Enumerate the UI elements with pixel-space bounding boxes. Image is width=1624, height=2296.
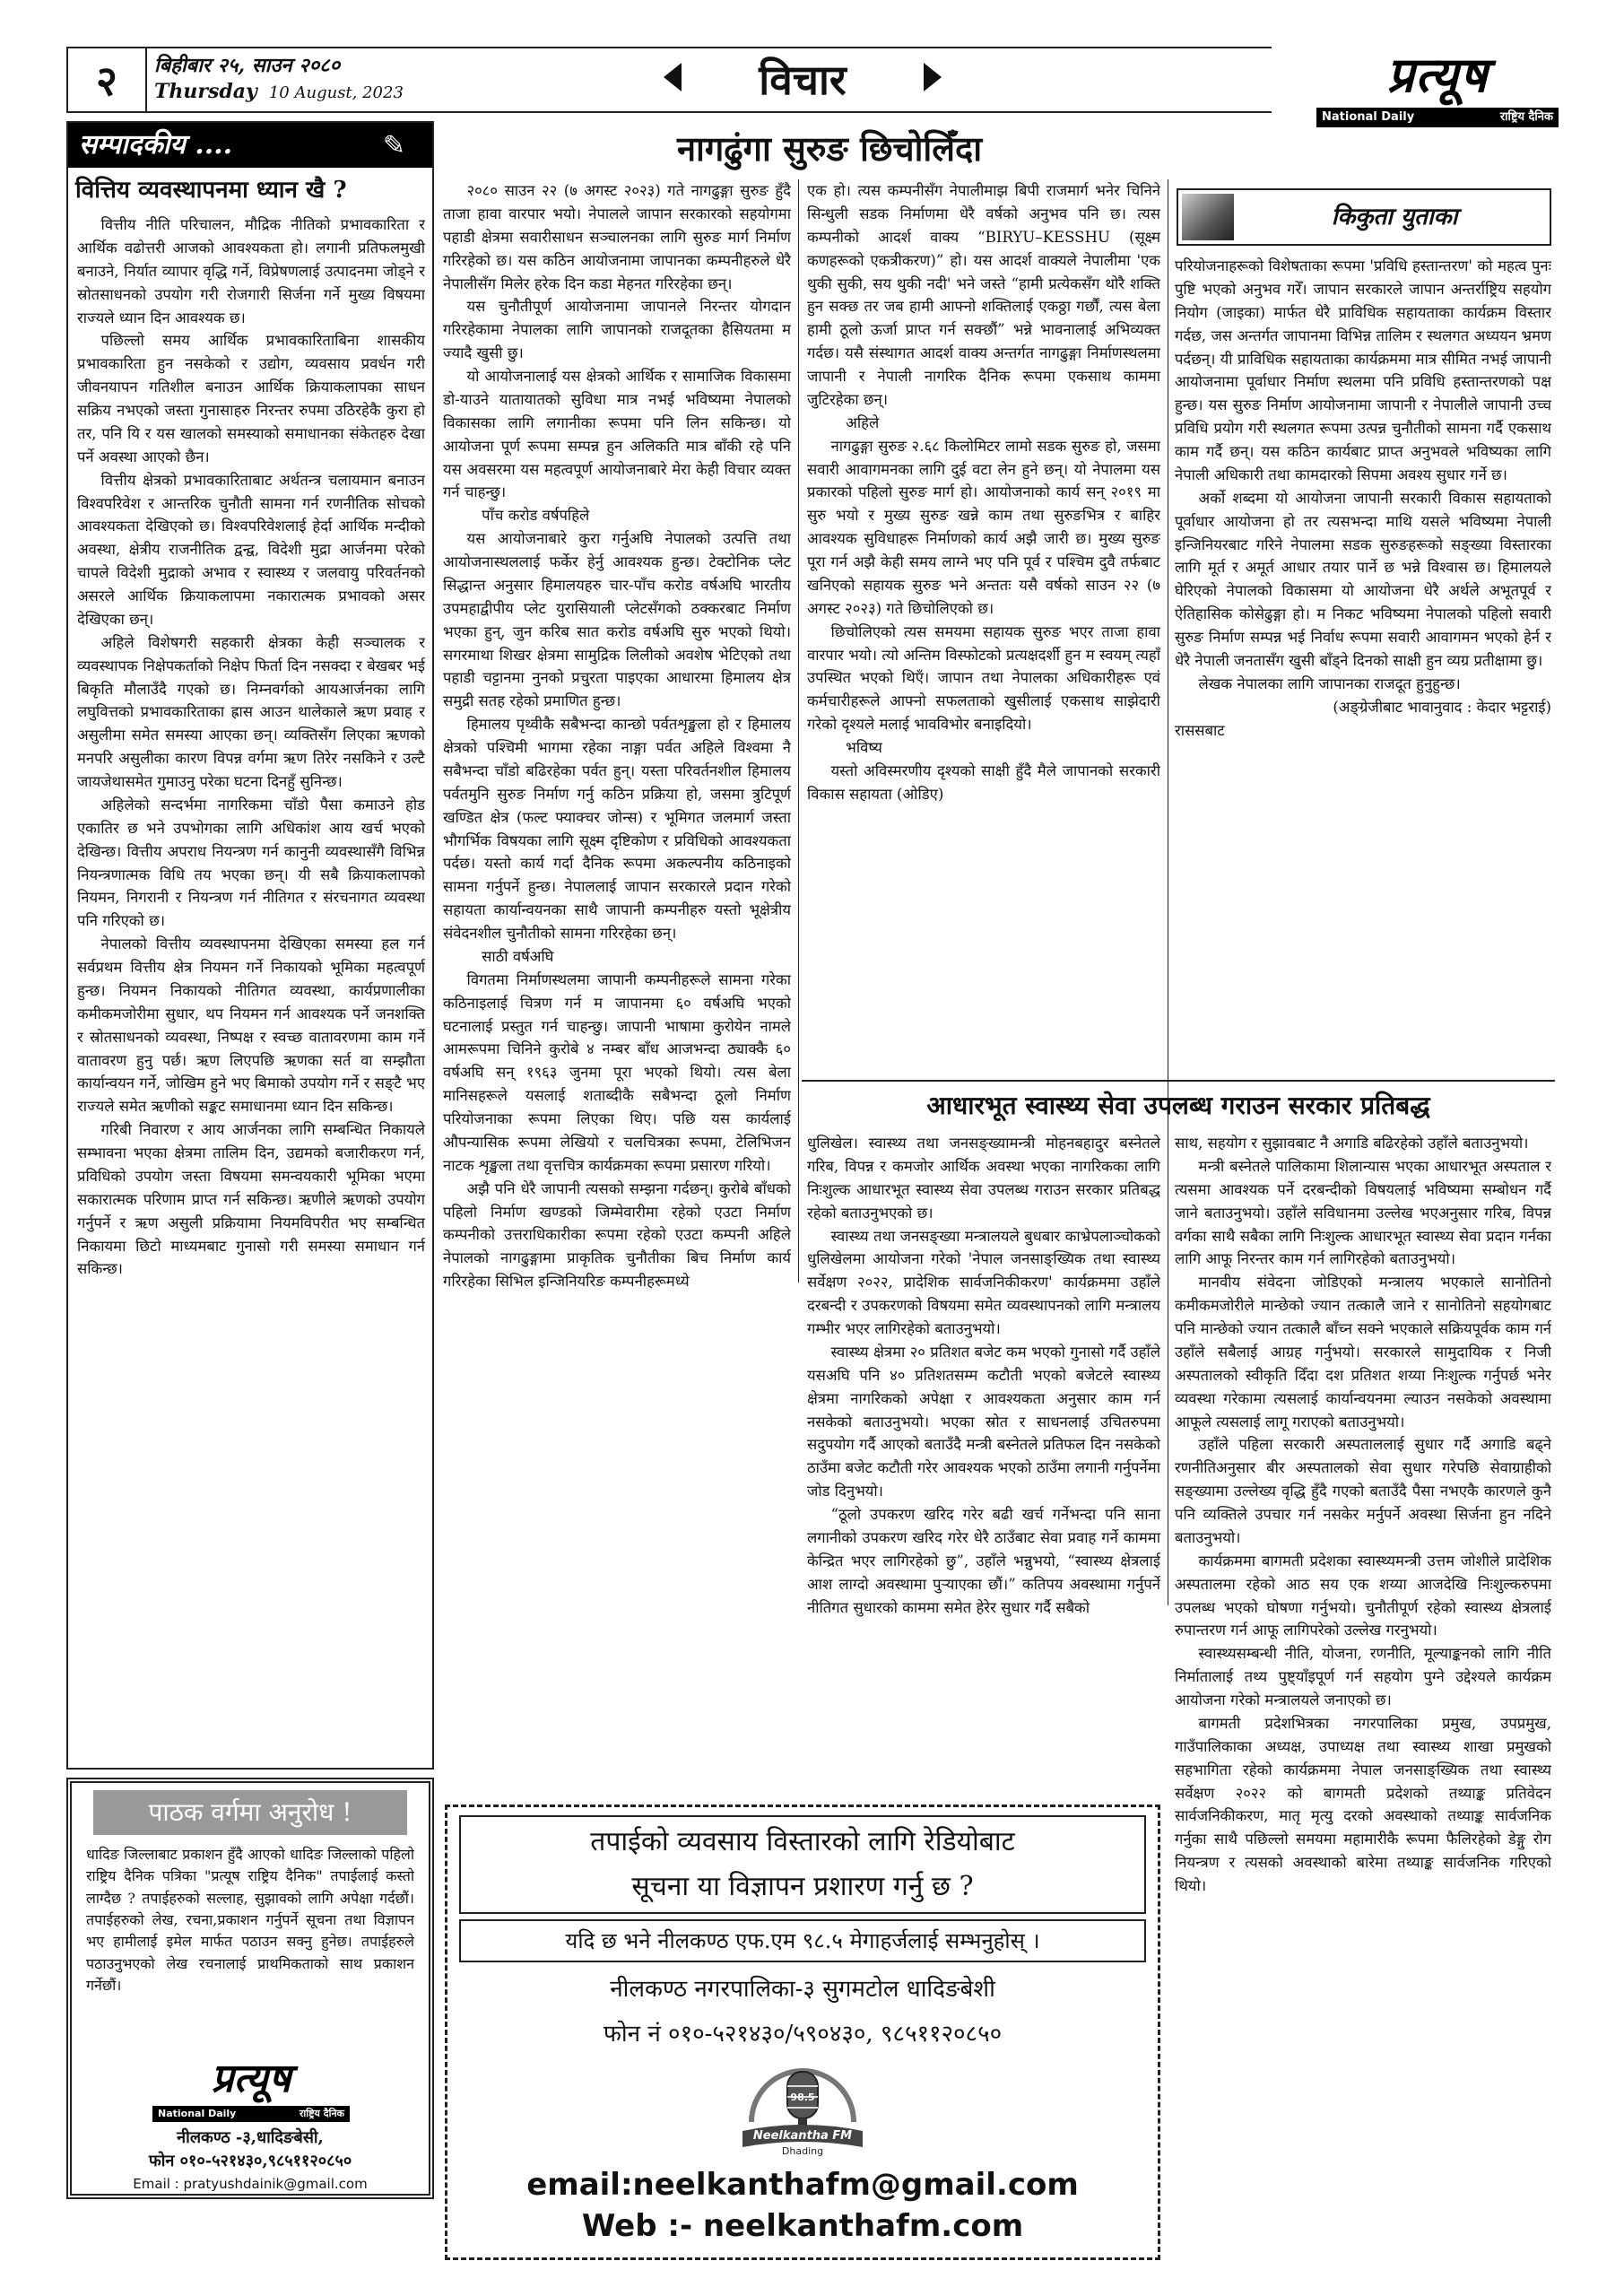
article1-paragraph: २०८० साउन २२ (७ अगस्ट २०२३) गते नागढुङ्गा सुरुङ हुँदै ताजा हावा वारपार भयो। नेपालले जापान सरकारको सहयोगमा पहाडी क्षेत्रमा सवारीसाधन सञ्चालनका लागि सुरुङ मार्ग निर्माण गरिरहेको छ। यस कठिन आयोजनामा जापानका कम्पनीहरुले धेरै नेपालीसँग मिलेर हरेक दिन कडा मेहनत गरिरहेका छन्। bbox=[443, 182, 791, 292]
logo-place: Dhading bbox=[781, 2145, 824, 2157]
arrow-left-icon bbox=[664, 63, 682, 91]
editorial-title: वित्तिय व्यवस्थापनमा ध्यान खै ? bbox=[75, 177, 347, 204]
editorial-paragraph: पछिल्लो समय आर्थिक प्रभावकारिताबिना शासकीय प्रभावकारिता हुन नसकेको र उद्योग, व्यवसाय प्रवर्धन गरी जीवनयापन गतिशील बनाउन आर्थिक क्रियाकलापका साधन सक्रिय नभएको जस्ता गुनासाहरु निरन्तर रुपमा उठिरहेकै कुरा हो तर, पनि यि र यस खालको समस्याको समाधानका संकेतहरु देखा पर्ने अवस्था आएको छैन। bbox=[77, 332, 425, 465]
article1-column-1 bbox=[443, 179, 791, 1803]
article1-subheading: भविष्य bbox=[846, 739, 882, 756]
author-name: किकुता युताका bbox=[1331, 204, 1458, 230]
reader-logo bbox=[152, 2054, 350, 2122]
article1-paragraph: अर्को शब्दमा यो आयोजना जापानी सरकारी विकास सहायताको पूर्वाधार आयोजना हो तर त्यसभन्दा माथि यसले भविष्यमा नेपाली इन्जिनियरबाट गरिने नेपालमा सडक सुरुङहरूको सङ्ख्या विस्तारका लागि मूर्त र अमूर्त आधार तयार पार्ने छ भन्ने विश्वास छ। हिमालयले घेरिएको नेपालको विकासमा यो आयोजना धेरै अर्थले अभूतपूर्व र ऐतिहासिक कोसेढुङ्गा हो। म निकट भविष्यमा नेपालको पहिलो सवारी सुरुङ निर्माण सम्पन्न भई निर्वाध रूपमा सवारी आवागमन भएको हेर्न र धेरै नेपाली जनतासँग खुसी बाँड्ने दिनको साक्षी हुन व्यग्र प्रतीक्षामा छु। bbox=[1175, 489, 1551, 669]
section-title: विचार bbox=[759, 56, 847, 104]
article1-column-3 bbox=[1175, 255, 1551, 1080]
article1-subheading: अहिले bbox=[846, 413, 880, 431]
logo-nepali: राष्ट्रिय दैनिक bbox=[1499, 110, 1553, 124]
article1-paragraph: छिचोलिएको त्यस समयमा सहायक सुरुङ भएर ताजा हावा वारपार भयो। त्यो अन्तिम विस्फोटको प्रत्यक्षदर्शी हुन म स्वयम् त्यहाँ उपस्थित भएको थिएँ। जापान तथा नेपालका अधिकारीहरू एवं कर्मचारीहरूले आफ्नो सफलताको खुसीलाई एकसाथ साझेदारी गरेको दृश्यले मलाई भावविभोर बनाइदियो। bbox=[807, 622, 1160, 734]
date-day: Thursday bbox=[154, 80, 257, 103]
article2-paragraph: मानवीय संवेदना जोडिएको मन्त्रालय भएकाले सानोतिनो कमीकमजोरीले मान्छेको ज्यान तत्कालै जाने र सानोतिनो सहयोगबाट पनि मान्छेको ज्यान तत्कालै बाँच्न सक्ने भएकाले सक्रियपूर्वक काम गर्न उहाँले सबैलाई आग्रह गर्नुभयो। सरकारले सामुदायिक र निजी अस्पतालको स्वीकृति दिँदा दश प्रतिशत शय्या निःशुल्क गर्नुपर्छ भनेर व्यवस्था गरेकामा त्यसलाई कार्यान्वयनमा ल्याउन नसकेको अवस्थामा आफूले त्यसलाई लागू गराएको बताउनुभयो। bbox=[1175, 1274, 1551, 1431]
translator-credit: (अङ्ग्रेजीबाट भावानुवाद : केदार भट्टराई) bbox=[1333, 698, 1551, 716]
article2-paragraph: धुलिखेल। स्वास्थ्य तथा जनसङ्ख्यामन्त्री मोहनबहादुर बस्नेतले गरिब, विपन्न र कमजोर आर्थिक अवस्था भएका नागरिकका लागि निःशुल्क आधारभूत स्वास्थ्य सेवा उपलब्ध गराउन सरकार प्रतिबद्ध रहेको बताउनुभएको छ। bbox=[807, 1135, 1160, 1222]
article2-paragraph: साथ, सहयोग र सुझावबाट नै अगाडि बढिरहेको उहाँले बताउनुभयो। bbox=[1175, 1135, 1529, 1152]
article1-paragraph: नागढुङ्गा सुरुङ २.६८ किलोमिटर लामो सडक सुरुङ हो, जसमा सवारी आवागमनका लागि दुई वटा लेन हुने छन्। यो नेपालमा यस प्रकारको पहिलो सुरुङ मार्ग हो। आयोजनाको कार्य सन् २०१९ मा सुरु भयो र मुख्य सुरुङ खन्ने काम तथा सुरुङभित्र र बाहिर आवश्यक सुविधाहरू निर्माणको कार्य अझै जारी छ। मुख्य सुरुङ पूरा गर्न अझै केही समय लाग्ने भए पनि पूर्व र पश्चिम दुवै तर्फबाट खनिएको सहायक सुरुङ भने अन्ततः यसै वर्षको साउन २२ (७ अगस्ट २०२३) गते छिचोलिएको छ। bbox=[807, 437, 1160, 617]
article2-paragraph: स्वास्थ्यसम्बन्धी नीति, योजना, रणनीति, मूल्याङ्कनको लागि नीति निर्मातालाई तथ्य पुष्ट्याँइपूर्ण गर्न सहयोग पुग्ने उद्देश्यले कार्यक्रम आयोजना गरेको मन्त्रालयले जनाएको छ। bbox=[1175, 1645, 1551, 1709]
logo-title: प्रत्यूष bbox=[1386, 46, 1489, 103]
article2-paragraph: स्वास्थ्य तथा जनसङ्ख्या मन्त्रालयले बुधबार काभ्रेपलाञ्चोकको धुलिखेलमा आयोजना गरेको 'नेपाल जनसाङ्ख्यिक तथा स्वास्थ्य सर्वेक्षण २०२२, प्रादेशिक सार्वजनिकीकरण' कार्यक्रममा उहाँले दरबन्दी र उपकरणको विषयमा समेत व्यवस्थापनको लागि मन्त्रालय गम्भीर भएर लागिरहेको बताउनुभयो। bbox=[807, 1227, 1160, 1337]
advert-line-2: सूचना या विज्ञापन प्रशारण गर्नु छ ? bbox=[631, 1871, 974, 1902]
article2-column-2 bbox=[1175, 1132, 1551, 2253]
article1-subheading: साठी वर्षअघि bbox=[482, 947, 554, 965]
article2-headline: आधारभूत स्वास्थ्य सेवा उपलब्ध गराउन सरकार प्रतिबद्ध bbox=[926, 1091, 1430, 1120]
article2-paragraph: “ठूलो उपकरण खरिद गरेर बढी खर्च गर्नेभन्दा पनि साना लगानीको उपकरण खरिद गरेर धेरै ठाउँबाट सेवा प्रवाह गर्ने काममा केन्द्रित भएर लागिरहेको छु”, उहाँले भन्नुभयो, “स्वास्थ्य क्षेत्रलाई आश लाग्दो अवस्थामा पुऱ्याएका छौं।” कतिपय अवस्थामा गर्नुपर्ने नीतिगत सुधारको काममा समेत हेरेर सुधार गर्दै सबैको bbox=[807, 1506, 1160, 1616]
article1-headline: नागढुंगा सुरुङ छिचोलिँदा bbox=[676, 129, 983, 169]
article1-paragraph: अझै पनि धेरै जापानी त्यसको सम्झना गर्दछन्। कुरोबे बाँधको पहिलो निर्माण खण्डको जिम्मेवारीमा रहेको एउटा निर्माण कम्पनीको उत्तराधिकारीका रूपमा रहेको एउटा कम्पनी अहिले नेपालको नागढुङ्गामा प्राकृतिक चुनौतीका बिच निर्माण कार्य गरिरहेका सिभिल इन्जिनियरिङ कम्पनीहरूमध्ये bbox=[443, 1179, 791, 1291]
editorial-paragraph: वित्तीय नीति परिचालन, मौद्रिक नीतिको प्रभावकारिता र आर्थिक वढोत्तरी आजको आवश्यकता हो। लगानी प्रतिफलमुखी बनाउने, निर्यात व्यापार वृद्धि गर्ने, विप्रेषणलाई उत्पादनमा जोड्ने र स्रोतसाधनको उपयोग गरी रोजगारी सिर्जना गर्ने मुख्य विषयमा राज्यले ध्यान दिन आवश्यक छ। bbox=[77, 216, 425, 326]
reader-phone: फोन ०१०-५२१४३०,९८५११२०८५० bbox=[148, 2152, 352, 2170]
radio-station-logo bbox=[735, 2059, 870, 2160]
editorial-paragraph: वित्तीय क्षेत्रको प्रभावकारिताबाट अर्थतन्त्र चलायमान बनाउन विश्वपरिवेश र आन्तरिक चुनौती सामना गर्न रणनीतिक सोचको आवश्यकता देखिएको छ। विश्वपरिवेशलाई हेर्दा आर्थिक मन्दीको अवस्था, क्षेत्रीय राजनीतिक द्वन्द्व, विदेशी मुद्रा आर्जनमा परेको चापले विदेशी मुद्राको अभाव र स्वास्थ्य र जलवायु परिवर्तनको असरले आर्थिक क्रियाकलापमा नकारात्मक प्रभावको असर देखिएका छन्। bbox=[77, 471, 425, 628]
article2-paragraph: बागमती प्रदेशभित्रका नगरपालिका प्रमुख, उपप्रमुख, गाउँपालिकाका अध्यक्ष, उपाध्यक्ष तथा स्वास्थ्य शाखा प्रमुखको सहभागिता रहेको कार्यक्रममा नेपाल जनसाङ्ख्यिक तथा स्वास्थ्य सर्वेक्षण २०२२ को बागमती प्रदेशको तथ्याङ्क प्रतिवेदन सार्वजनिकीकरण, मातृ मृत्यु दरको अवस्थाको तथ्याङ्क सार्वजनिक गर्नुका साथै पछिल्लो समयमा महामारीकै रूपमा फैलिरहेको डेङ्गु रोग नियन्त्रण र त्यसको अवस्थाको बारेमा तथ्याङ्क सार्वजनिक गरिएको थियो। bbox=[1175, 1714, 1551, 1894]
date-block bbox=[147, 47, 430, 113]
article1-paragraph: परियोजनाहरूको विशेषताका रूपमा 'प्रविधि हस्तान्तरण' को महत्व पुनः पुष्टि भएको अनुभव गरेँ। जापान सरकारले जापान अन्तर्राष्ट्रिय सहयोग नियोग (जाइका) मार्फत धेरै प्राविधिक सहायताका कार्यक्रम विस्तार गर्दछ, जस अन्तर्गत जापानमा विभिन्न तालिम र स्थलगत अध्ययन भ्रमण पर्दछन्। यी प्राविधिक सहायताका कार्यक्रममा मात्र सीमित नभई जापानी आयोजनामा पूर्वाधार निर्माण स्थलमा पनि प्रविधि हस्तान्तरणको पक्ष हुन्छ। यस सुरुङ निर्माण आयोजनामा जापानी र नेपालीले जापानी उच्च प्रविधि प्रयोग गरी स्थलगत रूपमा उत्पन्न चुनौतीको सामना गर्दै एकसाथ काम गर्दै छन्। यस कठिन कार्यबाट प्राप्त अनुभवले भविष्यका लागि नेपाली अधिकारी तथा कामदारको सिपमा अवश्य सुधार गर्ने छ। bbox=[1175, 257, 1551, 483]
advert-email: email:neelkanthafm@gmail.com bbox=[526, 2167, 1079, 2203]
author-photo bbox=[1182, 194, 1234, 240]
editorial-paragraph: अहिलेको सन्दर्भमा नागरिकमा चाँडो पैसा कमाउने होड एकातिर छ भने उपभोगका लागि अधिकांश आय खर्च भएको देखिन्छ। वित्तीय अपराध नियन्त्रण गर्न कानुनी व्यवस्थासँगै विभिन्न नियन्त्रणात्मक विधि तय भएका छन्। यी सबै क्रियाकलापको नियमन, निगरानी र नियन्त्रण गर्न नीतिगत र संरचनागत व्यवस्था पनि गरिएको छ। bbox=[77, 796, 425, 930]
pen-icon: ✎ bbox=[382, 130, 405, 161]
editorial-paragraph: नेपालको वित्तीय व्यवस्थापनमा देखिएका समस्या हल गर्न सर्वप्रथम वित्तीय क्षेत्र नियमन गर्ने निकायको भूमिका महत्वपूर्ण हुन्छ। नियमन निकायको नीतिगत व्यवस्था, कार्यप्रणालीका कमीकमजोरीमा सुधार, थप नियमन गर्न आवश्यक पर्ने जनशक्ति र स्रोतसाधनको व्यवस्था, निष्पक्ष र स्वच्छ वातावरणमा काम गर्ने वातावरण हुनु पर्छ। ऋण लिएपछि ऋणका सर्त वा सम्झौता कार्यान्वयन गर्ने, जोखिम हुने भए बिमाको उपयोग गर्ने र सङ्टै भए राज्यले समेत ऋणीको सङ्कट समाधानमा ध्यान दिन सकिन्छ। bbox=[77, 935, 425, 1116]
date-nepali: बिहीबार २५, साउन २०८० bbox=[154, 54, 341, 77]
editorial-banner bbox=[68, 123, 432, 168]
page-number-box bbox=[66, 47, 147, 113]
source-credit: राससबाट bbox=[1175, 721, 1225, 739]
article1-paragraph: यो आयोजनालाई यस क्षेत्रको आर्थिक र सामाजिक विकासमा डो-याउने यातायातको सुविधा मात्र नभई भविष्यमा नेपालको विकासका लागि लगानीका रूपमा पनि लिन सकिन्छ। यो आयोजना पूर्ण रूपमा सम्पन्न हुन अलिकति मात्र बाँकी रहे पनि यस अवसरमा यस महत्वपूर्ण आयोजनाबारे मेरा केही विचार व्यक्त गर्न चाहन्छु। bbox=[443, 368, 791, 501]
article1-paragraph: यस आयोजनाबारे कुरा गर्नुअघि नेपालको उत्पत्ति तथा आयोजनास्थललाई फर्केर हेर्नु आवश्यक हुन्छ। टेक्टोनिक प्लेट सिद्धान्त अनुसार हिमालयहरु चार-पाँच करोड वर्षअघि भारतीय उपमहाद्वीपीय प्लेट युरासियाली प्लेटसँगको ठक्करबाट निर्माण भएका हुन्, जुन करिब सात करोड वर्षअघि सुरु भएको थियो। सगरमाथा शिखर क्षेत्रमा सामुद्रिक लिलीको अवशेष भेटिएको तथा पहाडी चट्टानमा नुनको प्रचुरता पाइएका आधारमा हिमालय क्षेत्र समुद्री सतह रहेको प्रमाणित हुन्छ। bbox=[443, 530, 791, 710]
article2-paragraph: उहाँले पहिला सरकारी अस्पताललाई सुधार गर्दै अगाडि बढ्ने रणनीतिअनुसार बीर अस्पतालको सेवा सुधार गरेपछि सेवाग्राहीको सङ्ख्यामा उल्लेख्य वृद्धि हुँदै गएको बताउँदै पैसा नभएकै कारणले कुनै पनि व्यक्तिले उपचार गर्न नसकेर मर्नुपर्ने अवस्था सिर्जना हुन नदिने बताउनुभयो। bbox=[1175, 1436, 1551, 1546]
article2-paragraph: कार्यक्रममा बागमती प्रदेशका स्वास्थ्यमन्त्री उत्तम जोशीले प्रादेशिक अस्पतालमा रहेको आठ सय एक शय्या आजदेखि निःशुल्करुपमा उपलब्ध भएको घोषणा गर्नुभयो। चुनौतीपूर्ण रहेको स्वास्थ्य क्षेत्रलाई रुपान्तरण गर्न आफू लागिपरेको उल्लेख गरनुभयो। bbox=[1175, 1552, 1551, 1639]
advert-line-1: तपाईको व्यवसाय विस्तारको लागि रेडियोबाट bbox=[590, 1826, 1015, 1857]
article1-paragraph: यस्तो अविस्मरणीय दृश्यको साक्षी हुँदै मैले जापानको सरकारी विकास सहायता (ओडिए) bbox=[807, 761, 1160, 803]
reader-address: नीलकण्ठ -३,धादिङबेसी, bbox=[177, 2128, 324, 2147]
reader-logo-title: प्रत्यूष bbox=[211, 2056, 291, 2101]
editorial-body bbox=[77, 213, 425, 1763]
reader-logo-nepali: राष्ट्रिय दैनिक bbox=[299, 2108, 344, 2119]
date-english: 10 August, 2023 bbox=[268, 83, 404, 102]
logo-station-name: Neelkantha FM bbox=[752, 2129, 853, 2143]
article2-paragraph: स्वास्थ्य क्षेत्रमा २० प्रतिशत बजेट कम भएको गुनासो गर्दै उहाँले यसअघि पनि ४० प्रतिशतसम्म कटौती भएको बजेटले स्वास्थ्य क्षेत्रमा नागरिकको अपेक्षा र आवश्यकता अनुसार काम गर्न नसकेको बताउनुभयो। भएका स्रोत र साधनलाई उचितरुपमा सदुपयोग गर्दै आएको बताउँदै मन्त्री बस्नेतले प्रतिफल दिन नसकेको ठाउँमा बजेट कटौती गरेर आवश्यक भएको ठाउँमा लगानी गर्नुपर्नेमा जोड दिनुभयो। bbox=[807, 1343, 1160, 1500]
arrow-right-icon bbox=[924, 63, 942, 91]
advert-website: Web :- neelkanthafm.com bbox=[581, 2208, 1024, 2244]
article1-subheading: पाँच करोड वर्षपहिले bbox=[482, 507, 590, 525]
page-number: २ bbox=[96, 57, 117, 105]
article1-paragraph: विगतमा निर्माणस्थलमा जापानी कम्पनीहरूले सामना गरेका कठिनाइलाई चित्रण गर्न म जापानमा ६० वर्षअघि भएको घटनालाई प्रस्तुत गर्न चाहन्छु। जापानी भाषामा कुरोयेन नामले आमरूपमा चिनिने कुरोबे ४ नम्बर बाँध आजभन्दा ठ्याक्कै ६० वर्षअघि सन् १९६३ जुनमा पूरा भएको थियो। त्यस बेला मानिसहरूले यसलाई शताब्दीकै सबैभन्दा ठूलो निर्माण परियोजनाका रूपमा लिएका थिए। पछि यस कार्यलाई औपन्यासिक रूपमा लेखियो र चलचित्रका रूपमा, टेलिभिजन नाटक शृङ्खला तथा वृत्तचित्र कार्यक्रमका रूपमा प्रसारण गरियो। bbox=[443, 970, 791, 1174]
article2-paragraph: मन्त्री बस्नेतले पालिकामा शिलान्यास भएका आधारभूत अस्पताल र त्यसमा आवश्यक पर्ने दरबन्दीको विषयलाई भविष्यमा सम्बोधन गर्दै जाने बताउनुभयो। उहाँले सविधानमा उल्लेख भएअनुसार गरिब, विपन्न वर्गका साथै सबैका लागि निःशुल्क आधारभूत स्वास्थ्य सेवा प्रदान गर्नका लागि आफू निरन्तर काम गर्न लागिरहेको बताउनुभयो। bbox=[1175, 1157, 1551, 1268]
article2-column-1 bbox=[807, 1132, 1160, 1813]
article1-paragraph: हिमालय पृथ्वीकै सबैभन्दा कान्छो पर्वतशृङ्खला हो र हिमालय क्षेत्रको पश्चिमी भागमा रहेका नाङ्गा पर्वत अहिले विश्वमा नै सबैभन्दा चाँडो बढिरहेका पर्वत हुन्। यस्ता परिवर्तनशील हिमालय पर्वतमुनि सुरुङ निर्माण गर्नु कठिन प्रक्रिया हो, जसमा त्रुटिपूर्ण खण्डित क्षेत्र (फल्ट फ्याक्चर जोन्स) र भूमिगत जलमार्ग जस्ता भौगर्भिक विषयका लागि सूक्ष्म दृष्टिकोण र प्रविधिको आवश्यकता पर्दछ। यस्तो कार्य गर्दा दैनिक रूपमा अकल्पनीय कठिनाइको सामना गर्नुपर्ने हुन्छ। नेपाललाई जापान सरकारले प्रदान गरेको सहायता कार्यान्वयनका साथै जापानी कम्पनीहरु यस्तो भूक्षेत्रीय संवेदनशील चुनौतीको सामना गरिरहेका छन्। bbox=[443, 716, 791, 942]
reader-logo-english: National Daily bbox=[158, 2108, 237, 2119]
article1-paragraph: यस चुनौतीपूर्ण आयोजनामा जापानले निरन्तर योगदान गरिरहेकामा नेपालका लागि जापानको राजदूतका हैसियतमा म ज्यादै खुसी छु। bbox=[443, 298, 791, 362]
article1-paragraph: लेखक नेपालका लागि जापानका राजदूत हुनुहुन्छ। bbox=[1198, 674, 1461, 692]
reader-request-title: पाठक वर्गमा अनुरोध ! bbox=[93, 1790, 407, 1835]
logo-english: National Daily bbox=[1322, 110, 1415, 124]
advert-line-5: फोन नं ०१०-५२१४३०/५९०४३०, ९८५११२०८५० bbox=[603, 2021, 1003, 2048]
reader-request-text: धादिङ जिल्लाबाट प्रकाशन हुँदै आएको धादिङ जिल्लाको पहिलो राष्ट्रिय दैनिक पत्रिका "प्रत्यूष राष्ट्रिय दैनिक" तपाईलाई कस्तो लाग्दैछ ? तपाईहरुको सल्लाह, सुझावको लागि अपेक्षा गर्दछौं। तपाईहरुको लेख, रचना,प्रकाशन गर्नुपर्ने सूचना तथा विज्ञापन भए हामीलाई इमेल मार्फत पठाउन सक्नु हुनेछ। तपाईहरुले पठाउनुभएको लेख रचनालाई प्राथमिकताको साथ प्रकाशन गर्नेछौं। bbox=[86, 1846, 414, 1994]
masthead-logo bbox=[1316, 45, 1559, 127]
article1-column-2 bbox=[807, 179, 1160, 1076]
editorial-paragraph: अहिले विशेषगरी सहकारी क्षेत्रका केही सञ्चालक र व्यवस्थापक निक्षेपकर्ताको निक्षेप फिर्ता दिन नसक्दा र बेखबर भई बिकृति मौलाउँदै गएको छ। निम्नवर्गको आयआर्जनका लागि लघुवित्तको प्रभावकारिताका ह्रास आउन थालेकाले ऋण प्रवाह र असुलीमा समेत समस्या आएका छन्। व्यक्तिसँग लिएका ऋणको मनपरि असुलीका कारण विपन्न वर्गमा ऋण तिरेर नसकिने र उल्टै जायजेथासमेत गुमाउनु परेका घटना दिनहुँ सुनिन्छ। bbox=[77, 633, 425, 790]
editorial-paragraph: गरिबी निवारण र आय आर्जनका लागि सम्बन्धित निकायले सम्भावना भएका क्षेत्रमा तालिम दिन, उद्यमको बजारीकरण गर्न, प्रविधिको उपयोग जस्ता विषयमा समन्वयकारी भूमिका भएमा सकारात्मक परिणाम प्राप्त गर्न सकिन्छ। ऋणीले ऋणको उपयोग गर्नुपर्ने र ऋण असुली प्रक्रियामा नियमविपरीत भए सम्बन्धित निकायमा छिटो माध्यमबाट गुनासो गरी समस्या समाधान गर्न सकिन्छ। bbox=[77, 1121, 425, 1278]
reader-email: Email : pratyushdainik@gmail.com bbox=[133, 2176, 368, 2192]
article1-paragraph: एक हो। त्यस कम्पनीसँग नेपालीमाझ बिपी राजमार्ग भनेर चिनिने सिन्धुली सडक निर्माणमा धेरै वर्षको अनुभव पनि छ। त्यस कम्पनीको आदर्श वाक्य “BIRYU–KESSHU (सूक्ष्म कणहरूको एकत्रीकरण)” हो। यस आदर्श वाक्यले नेपालीमा 'एक थुकी सुकी, सय थुकी नदी' भने जस्ते “हामी प्रत्येकसँग थोरै शक्ति हुन सक्छ तर जब हामी आफ्नो शक्तिलाई एकठ्ठा गर्छौं, त्यस बेला हामी ठूलो ऊर्जा प्राप्त गर्न सक्छौं” भन्ने भावनालाई अभिव्यक्त गर्दछ। यसै संस्थागत आदर्श वाक्य अन्तर्गत नागढुङ्गा निर्माणस्थलमा जापानी र नेपाली नागरिक दैनिक रूपमा एकसाथ काममा जुटिरहेका छन्। bbox=[807, 182, 1160, 408]
editorial-banner-text: सम्पादकीय .... bbox=[79, 129, 233, 161]
advert-line-4: नीलकण्ठ नगरपालिका-३ सुगमटोल धादिङबेशी bbox=[610, 1976, 995, 2003]
logo-frequency: 98.5 bbox=[790, 2092, 815, 2103]
advert-line-3: यदि छ भने नीलकण्ठ एफ.एम ९८.५ मेगाहर्जलाई सम्भनुहोस् । bbox=[565, 1928, 1040, 1953]
